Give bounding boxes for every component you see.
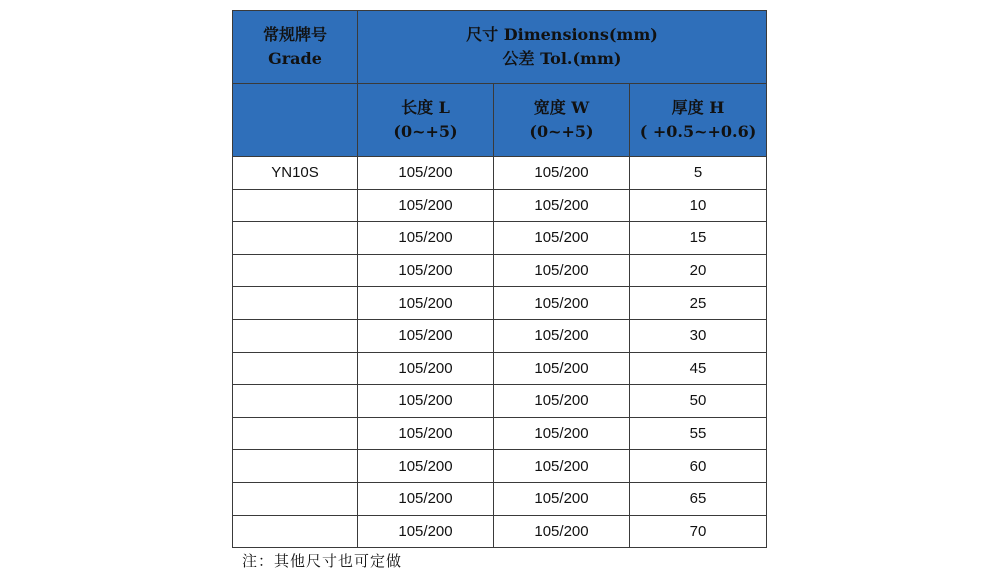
table-row [233,189,767,222]
table-header [233,11,767,157]
cell-length: 105/200 [358,515,494,548]
cell-grade: YN10S [233,157,358,190]
cell-thickness: 30 [630,319,767,352]
cell-thickness: 10 [630,189,767,222]
width-header [494,84,630,157]
header-row-1 [233,11,767,84]
length-header-line1: 长度 L [401,98,450,117]
cell-length: 105/200 [358,287,494,320]
cell-length: 105/200 [358,352,494,385]
dimensions-table [232,10,767,548]
cell-length: 105/200 [358,222,494,255]
cell-length: 105/200 [358,254,494,287]
grade-subheader-empty [233,84,358,157]
cell-width: 105/200 [494,385,630,418]
cell-width: 105/200 [494,157,630,190]
cell-grade [233,352,358,385]
cell-thickness: 20 [630,254,767,287]
grade-header-zh: 常规牌号 [262,25,327,44]
cell-length: 105/200 [358,450,494,483]
cell-grade [233,417,358,450]
cell-width: 105/200 [494,287,630,320]
cell-length: 105/200 [358,385,494,418]
cell-width: 105/200 [494,352,630,385]
footnote: 注：其他尺寸也可定做 [242,552,403,571]
table-row [233,222,767,255]
cell-grade [233,189,358,222]
cell-grade [233,515,358,548]
table-row [233,515,767,548]
grade-header [233,11,358,84]
thickness-header [630,84,767,157]
length-header-line2: (0~+5) [393,122,458,141]
cell-thickness: 15 [630,222,767,255]
dimensions-header [358,11,767,84]
cell-thickness: 5 [630,157,767,190]
length-header [358,84,494,157]
table-row [233,254,767,287]
width-header-line1: 宽度 W [533,98,590,117]
table-row [233,417,767,450]
thickness-header-line1: 厚度 H [671,98,725,117]
cell-thickness: 60 [630,450,767,483]
cell-thickness: 45 [630,352,767,385]
grade-header-en: Grade [268,49,322,68]
cell-grade [233,482,358,515]
cell-thickness: 65 [630,482,767,515]
spec-table-container [232,10,766,571]
table-row [233,319,767,352]
cell-width: 105/200 [494,450,630,483]
cell-width: 105/200 [494,254,630,287]
table-row [233,352,767,385]
cell-thickness: 25 [630,287,767,320]
cell-thickness: 55 [630,417,767,450]
header-row-2 [233,84,767,157]
cell-length: 105/200 [358,319,494,352]
dimensions-header-line1: 尺寸 Dimensions(mm) [466,25,658,44]
table-row [233,482,767,515]
cell-width: 105/200 [494,515,630,548]
thickness-header-line2: ( +0.5~+0.6) [639,122,757,141]
cell-grade [233,450,358,483]
dimensions-header-line2: 公差 Tol.(mm) [502,49,622,68]
table-row [233,450,767,483]
cell-grade [233,319,358,352]
cell-length: 105/200 [358,157,494,190]
cell-width: 105/200 [494,189,630,222]
table-body [233,157,767,548]
cell-width: 105/200 [494,482,630,515]
cell-width: 105/200 [494,319,630,352]
width-header-line2: (0~+5) [529,122,594,141]
cell-length: 105/200 [358,482,494,515]
table-row [233,157,767,190]
cell-grade [233,254,358,287]
cell-grade [233,385,358,418]
cell-width: 105/200 [494,417,630,450]
cell-grade [233,287,358,320]
table-row [233,385,767,418]
cell-length: 105/200 [358,417,494,450]
table-row [233,287,767,320]
cell-width: 105/200 [494,222,630,255]
cell-length: 105/200 [358,189,494,222]
cell-thickness: 50 [630,385,767,418]
cell-thickness: 70 [630,515,767,548]
cell-grade [233,222,358,255]
